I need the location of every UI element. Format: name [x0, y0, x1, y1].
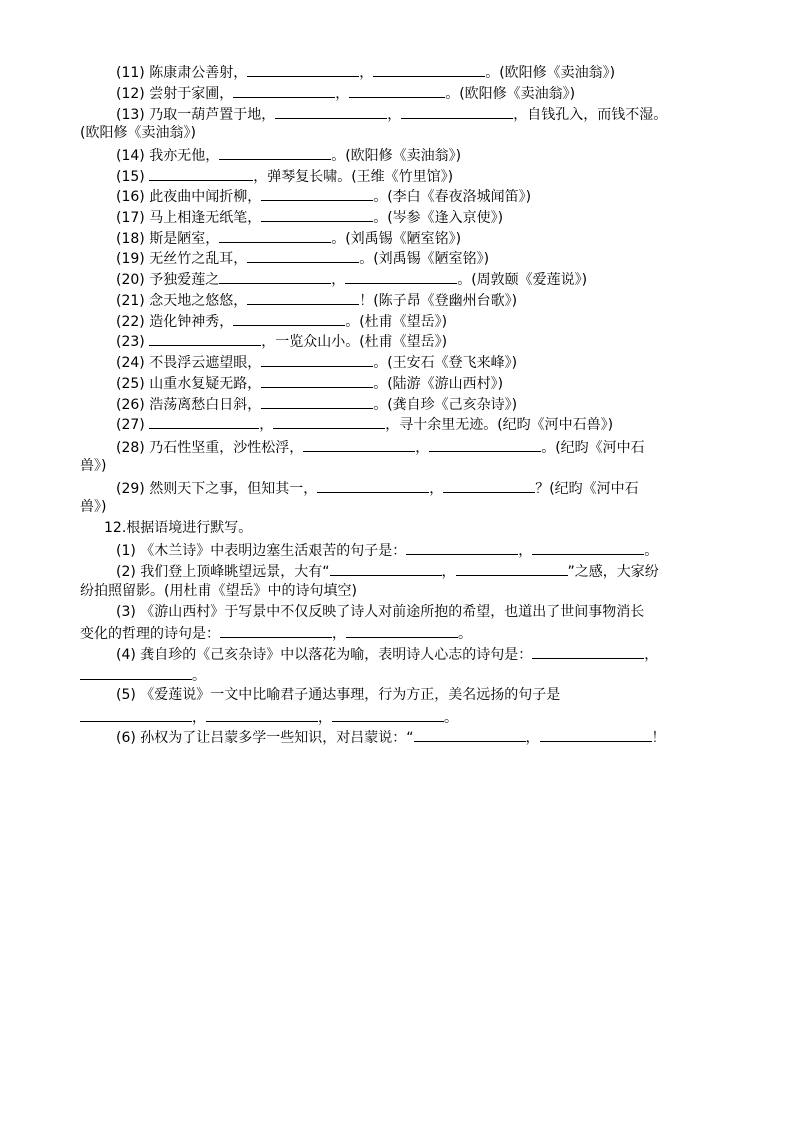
- question-text: (12) 尝射于家圃，: [116, 86, 234, 102]
- question-text: 。: [444, 710, 458, 726]
- answer-blank[interactable]: [373, 61, 485, 77]
- question-text: ，: [429, 481, 444, 497]
- question-text: 。(刘禹锡《陋室铭》): [331, 231, 462, 247]
- question-text: 。(岑参《逢入京使》): [373, 210, 504, 226]
- text-line: [80, 622, 472, 642]
- question-text: 。(欧阳修《卖油翁》): [485, 65, 616, 81]
- answer-blank[interactable]: [429, 436, 541, 452]
- question-text: (14) 我亦无他，: [116, 148, 220, 164]
- question-text: (24) 不畏浮云遮望眼，: [116, 355, 262, 371]
- question-text: (26) 浩荡离愁白日斜，: [116, 397, 262, 413]
- question-text: ，: [192, 710, 206, 726]
- text-line: [116, 560, 659, 580]
- question-text: ，一览众山小。(杜甫《望岳》): [261, 334, 448, 350]
- question-text: (5) 《爱莲说》一文中比喻君子通达事理，行为方正，美名远扬的句子是: [116, 687, 561, 703]
- question-text: ，: [318, 710, 332, 726]
- text-line: [116, 726, 666, 746]
- answer-blank[interactable]: [219, 227, 331, 243]
- question-text: ”之感，大家纷: [567, 564, 659, 580]
- question-text: ，: [644, 647, 659, 663]
- answer-blank[interactable]: [345, 268, 457, 284]
- question-text: ，: [259, 417, 274, 433]
- text-line: [116, 539, 658, 559]
- question-text: (19) 无丝竹之乱耳，: [116, 251, 248, 267]
- question-text: 。: [644, 543, 659, 559]
- question-text: ，弹琴复长啸。(王维《竹里馆》): [253, 169, 454, 185]
- question-text: ，: [518, 543, 533, 559]
- text-line: [80, 123, 196, 143]
- text-line: [116, 602, 644, 622]
- question-text: 。: [458, 626, 472, 642]
- answer-blank[interactable]: [275, 103, 387, 119]
- text-line: [80, 581, 357, 601]
- question-text: 。(龚自珍《己亥杂诗》): [373, 397, 518, 413]
- question-text: ，: [359, 65, 374, 81]
- question-text: (27): [116, 417, 150, 433]
- text-line: [116, 185, 531, 205]
- question-text: (25) 山重水复疑无路，: [116, 376, 262, 392]
- question-text: 。(李白《春夜洛城闻笛》): [373, 189, 532, 205]
- answer-blank[interactable]: [247, 247, 359, 263]
- text-line: [116, 61, 615, 81]
- question-text: 。(刘禹锡《陋室铭》): [359, 251, 490, 267]
- answer-blank[interactable]: [247, 61, 359, 77]
- answer-blank[interactable]: [414, 726, 526, 742]
- question-text: ，: [387, 107, 402, 123]
- text-line: [116, 330, 447, 350]
- answer-blank[interactable]: [233, 82, 335, 98]
- question-text: (1) 《木兰诗》中表明边塞生活艰苦的句子是：: [116, 543, 407, 559]
- question-text: (29) 然则天下之事，但知其一，: [116, 481, 318, 497]
- question-text: (3) 《游山西村》于写景中不仅反映了诗人对前途所抱的希望，也道出了世间事物消长: [116, 604, 645, 620]
- answer-blank[interactable]: [303, 436, 415, 452]
- question-text: ，: [525, 730, 540, 746]
- question-text: 。(陆游《游山西村》): [373, 376, 504, 392]
- answer-blank[interactable]: [443, 477, 535, 493]
- text-line: [116, 436, 645, 456]
- answer-blank[interactable]: [80, 664, 192, 680]
- question-text: ！: [651, 730, 666, 746]
- question-text: (4) 龚自珍的《己亥杂诗》中以落花为喻，表明诗人心志的诗句是：: [116, 647, 533, 663]
- question-text: (2) 我们登上顶峰眺望远景，大有“: [116, 564, 330, 580]
- text-line: [80, 706, 458, 726]
- question-text: 。: [192, 668, 206, 684]
- text-line: [80, 664, 206, 684]
- answer-blank[interactable]: [219, 268, 331, 284]
- answer-blank[interactable]: [346, 622, 458, 638]
- text-line: [116, 268, 587, 288]
- text-line: [116, 643, 658, 663]
- question-text: ，: [441, 564, 456, 580]
- question-text: 变化的哲理的诗句是：: [80, 626, 220, 642]
- question-text: (18) 斯是陋室，: [116, 231, 220, 247]
- question-text: ，: [415, 440, 430, 456]
- answer-blank[interactable]: [261, 351, 373, 367]
- question-text: ？(纪昀《河中石: [535, 481, 639, 497]
- text-line: [116, 227, 461, 247]
- answer-blank[interactable]: [206, 706, 318, 722]
- text-line: [116, 144, 461, 164]
- answer-blank[interactable]: [247, 289, 359, 305]
- question-text: 。(欧阳修《卖油翁》): [331, 148, 462, 164]
- question-text: ，: [335, 86, 350, 102]
- question-text: 。(王安石《登飞来峰》): [373, 355, 518, 371]
- answer-blank[interactable]: [233, 310, 345, 326]
- text-line: [116, 82, 575, 102]
- answer-blank[interactable]: [540, 726, 652, 742]
- text-line: [116, 372, 503, 392]
- text-line: [116, 206, 503, 226]
- question-text: (23): [116, 334, 150, 350]
- question-text: ，: [332, 626, 346, 642]
- answer-blank[interactable]: [330, 560, 442, 576]
- question-text: (21) 念天地之悠悠，: [116, 293, 248, 309]
- text-line: [116, 310, 447, 330]
- question-text: (22) 造化钟神秀，: [116, 314, 234, 330]
- question-text: (20) 予独爱莲之: [116, 272, 220, 288]
- answer-blank[interactable]: [149, 165, 253, 181]
- answer-blank[interactable]: [456, 560, 568, 576]
- answer-blank[interactable]: [532, 643, 644, 659]
- answer-blank[interactable]: [317, 477, 429, 493]
- answer-blank[interactable]: [261, 393, 373, 409]
- answer-blank[interactable]: [273, 413, 385, 429]
- question-text: 。(欧阳修《卖油翁》): [445, 86, 576, 102]
- question-text: (16) 此夜曲中闻折柳，: [116, 189, 262, 205]
- question-text: (28) 乃石性坚重，沙性松浮，: [116, 440, 304, 456]
- answer-blank[interactable]: [80, 706, 192, 722]
- question-text: ，寻十余里无迹。(纪昀《河中石兽》): [385, 417, 614, 433]
- answer-blank[interactable]: [349, 82, 445, 98]
- question-text: 兽》): [80, 458, 107, 474]
- text-line: [116, 413, 613, 433]
- answer-blank[interactable]: [261, 185, 373, 201]
- question-text: 兽》): [80, 499, 107, 515]
- text-line: [116, 477, 639, 497]
- text-line: [104, 518, 252, 538]
- answer-blank[interactable]: [220, 622, 332, 638]
- question-text: 纷拍照留影。(用杜甫《望岳》中的诗句填空): [80, 583, 357, 599]
- answer-blank[interactable]: [219, 144, 331, 160]
- text-line: [116, 393, 517, 413]
- answer-blank[interactable]: [149, 413, 259, 429]
- question-text: ，: [331, 272, 346, 288]
- question-text: 12.根据语境进行默写。: [104, 520, 253, 536]
- text-line: [80, 497, 106, 517]
- text-line: [116, 685, 560, 705]
- text-line: [116, 351, 517, 371]
- question-text: ，自钱孔入，而钱不湿。: [513, 107, 668, 123]
- question-text: (欧阳修《卖油翁》): [80, 125, 196, 141]
- answer-blank[interactable]: [149, 330, 261, 346]
- question-text: (6) 孙权为了让吕蒙多学一些知识，对吕蒙说：“: [116, 730, 414, 746]
- question-text: (11) 陈康肃公善射，: [116, 65, 248, 81]
- answer-blank[interactable]: [406, 539, 518, 555]
- question-text: 。(周敦颐《爱莲说》): [457, 272, 588, 288]
- text-line: [116, 103, 667, 123]
- answer-blank[interactable]: [401, 103, 513, 119]
- answer-blank[interactable]: [532, 539, 644, 555]
- question-text: ！(陈子昂《登幽州台歌》): [359, 293, 518, 309]
- text-line: [80, 456, 106, 476]
- question-text: (15): [116, 169, 150, 185]
- question-text: 。(杜甫《望岳》): [345, 314, 448, 330]
- question-text: (13) 乃取一葫芦置于地，: [116, 107, 276, 123]
- answer-blank[interactable]: [261, 206, 373, 222]
- text-line: [116, 165, 453, 185]
- answer-blank[interactable]: [332, 706, 444, 722]
- question-text: (17) 马上相逢无纸笔，: [116, 210, 262, 226]
- text-line: [116, 247, 489, 267]
- answer-blank[interactable]: [261, 372, 373, 388]
- text-line: [116, 289, 517, 309]
- question-text: 。(纪昀《河中石: [541, 440, 645, 456]
